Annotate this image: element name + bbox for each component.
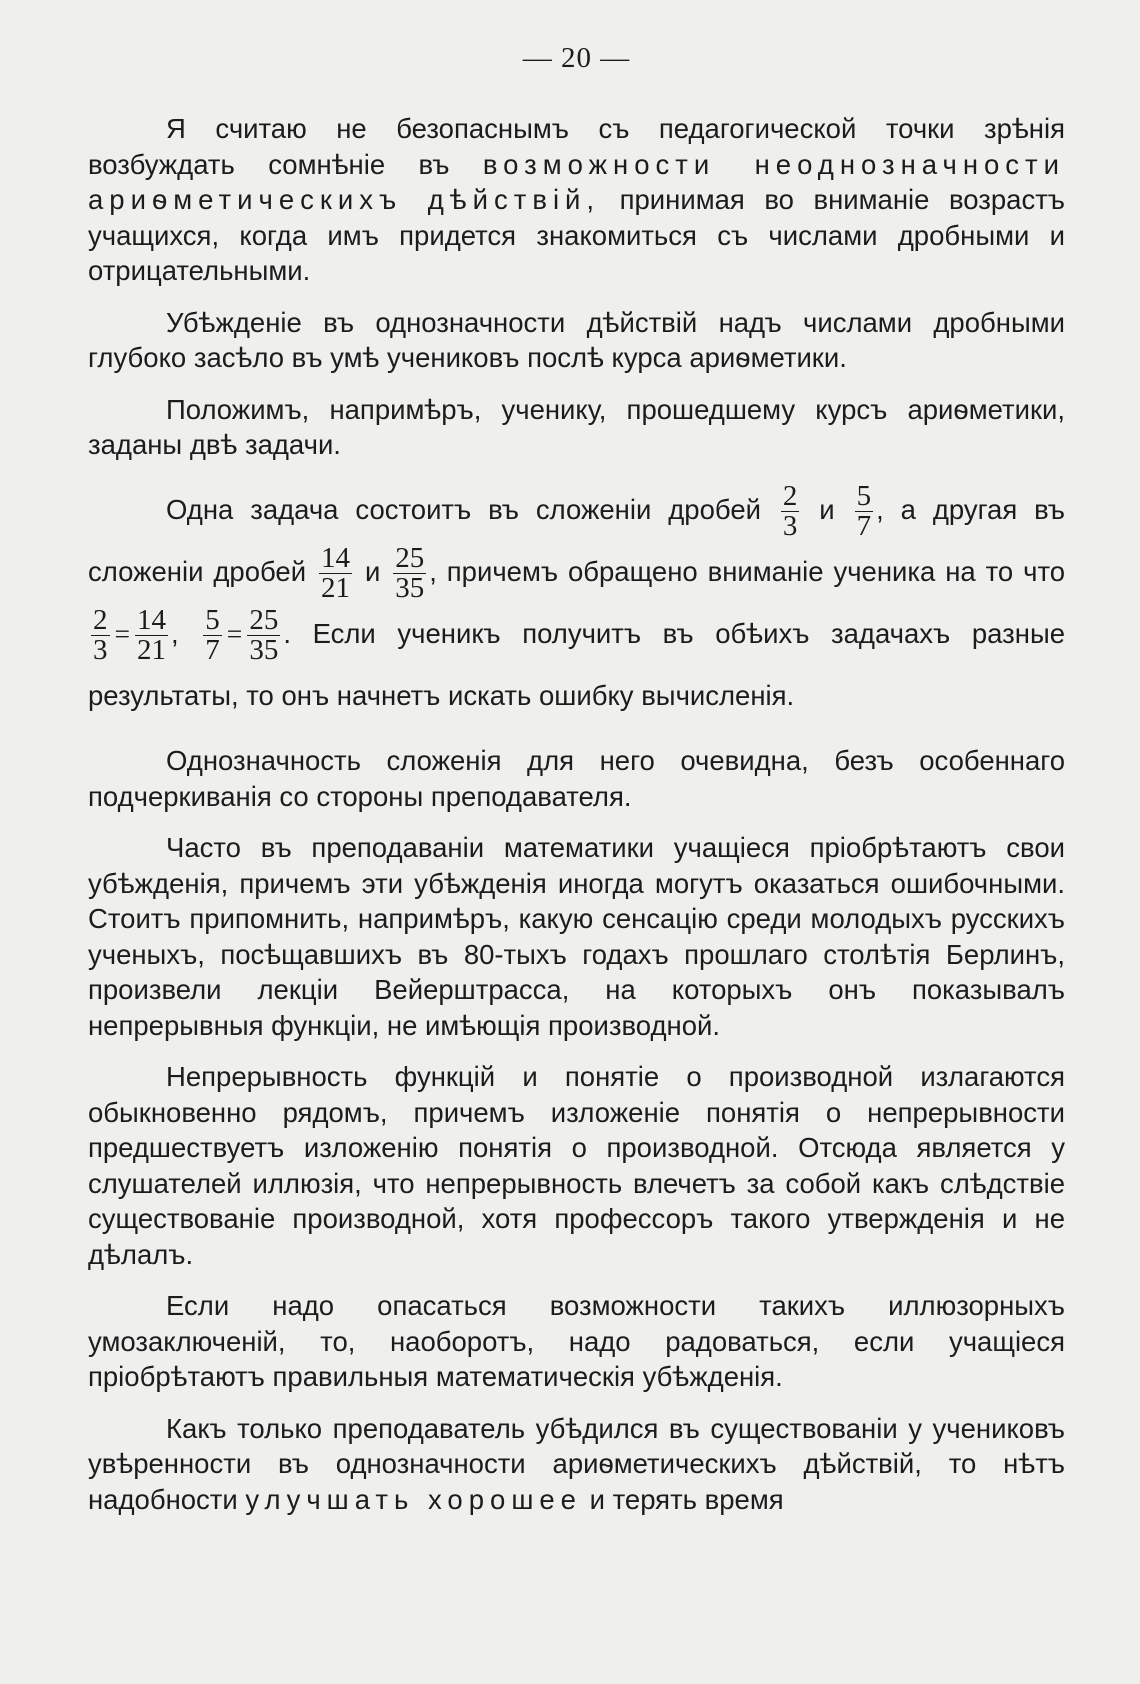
fraction-denominator: 3: [782, 509, 798, 542]
fraction-numerator: 5: [856, 479, 872, 512]
fraction-numerator: 14: [321, 541, 351, 574]
fraction-numerator: 14: [137, 604, 167, 637]
fraction-denominator: 3: [93, 634, 108, 667]
fraction-14-21-repeat: [135, 606, 168, 665]
paragraph-6: Часто въ преподаваніи математики учащіеся пріобрѣтаютъ свои убѣжденія, причемъ эти убѣжденія иногда могутъ оказаться ошибочными. Стоитъ припомнить, напримѣръ, какую сенсацію среди молодыхъ русскихъ ученыхъ, посѣщавшихъ въ 80-тыхъ годахъ прошлаго столѣтія Берлинъ, произвели лекціи Вейерштрасса, на которыхъ онъ показывалъ непрерывныя функціи, не имѣющія производной.: [88, 832, 1065, 1041]
paragraph-4-text-2: и: [819, 493, 835, 525]
paragraph-9-text-a: Какъ только преподаватель убѣдился въ существованіи у учениковъ увѣренности въ однозначности ариѳметическихъ дѣйствій, то нѣтъ надобности: [88, 1412, 1065, 1515]
paragraph-4-text-5: , причемъ обращено вниманіе ученика на то что: [429, 555, 1066, 587]
paragraph-9: [88, 1411, 1065, 1518]
paragraph-8: Если надо опасаться возможности такихъ иллюзорныхъ умозаключеній, то, наоборотъ, надо радоваться, если учащіеся пріобрѣтаютъ правильныя математическія убѣжденія.: [88, 1290, 1065, 1393]
fraction-numerator: 25: [395, 541, 425, 574]
equals-sign: =: [114, 617, 131, 649]
equals-sign: =: [226, 617, 243, 649]
fraction-25-35: [393, 541, 426, 604]
fraction-numerator: 25: [249, 604, 279, 637]
paragraph-5: Однозначность сложенія для него очевидна, безъ особеннаго подчеркиванія со стороны преподавателя.: [88, 745, 1065, 812]
paragraph-4-text-1: Одна задача состоитъ въ сложеніи дробей: [166, 493, 761, 525]
paragraph-3: Положимъ, напримѣръ, ученику, прошедшему курсъ ариѳметики, заданы двѣ задачи.: [88, 393, 1065, 460]
paragraph-4-text-6: ,: [171, 617, 179, 649]
fraction-denominator: 35: [395, 571, 425, 604]
fraction-2-3-repeat: [91, 606, 110, 665]
fraction-denominator: 7: [856, 509, 872, 542]
page-number: — 20 —: [522, 42, 631, 74]
paragraph-4-text-4: и: [364, 555, 381, 587]
paragraph-4: [88, 479, 1065, 728]
fraction-5-7: [855, 479, 874, 542]
fraction-25-35-repeat: [247, 606, 280, 665]
paragraph-9-text-c: и терять время: [589, 1483, 784, 1515]
fraction-5-7-repeat: [203, 606, 222, 665]
fraction-2-3: [781, 479, 800, 542]
fraction-denominator: 7: [205, 634, 220, 667]
fraction-numerator: 5: [205, 604, 220, 637]
fraction-denominator: 21: [321, 571, 351, 604]
fraction-numerator: 2: [782, 479, 798, 512]
paragraph-1: [88, 111, 1065, 289]
fraction-14-21: [319, 541, 352, 604]
paragraph-9-spaced-text: улучшать хорошее: [245, 1483, 582, 1515]
fraction-denominator: 21: [137, 634, 167, 667]
paragraph-2: Убѣжденіе въ однозначности дѣйствій надъ числами дробными глубоко засѣло въ умѣ учениковъ послѣ курса ариѳметики.: [88, 306, 1065, 373]
paragraph-7: Непрерывность функцій и понятіе о производной излагаются обыкновенно рядомъ, причемъ изложеніе понятія о непрерывности предшествуетъ изложенію понятія о производной. Отсюда является у слушателей иллюзія, что непрерывность влечетъ за собой какъ слѣдствіе существованіе производной, хотя профессоръ такого утвержденія и не дѣлалъ.: [88, 1061, 1065, 1270]
paragraph-4-text-7: . Если ученикъ получитъ въ обѣихъ задачахъ разные результаты, то онъ начнетъ искать ошибку вычисленія.: [88, 617, 1065, 712]
paragraph-4-text-3: , а другая въ сложеніи дробей: [88, 493, 1065, 587]
fraction-numerator: 2: [93, 604, 108, 637]
fraction-denominator: 35: [249, 634, 279, 667]
paragraph-1-text-c: принимая во вниманіе возрастъ учащихся, когда имъ придется знакомиться съ числами дробными и отрицательными.: [88, 184, 1065, 286]
paragraph-1-text-a: Я считаю не безопаснымъ съ педагогической точки зрѣнія возбуждать сомнѣніе въ: [88, 113, 1065, 180]
paragraph-1-spaced-text: возможности неоднозначности ариѳметическихъ дѣйствій,: [88, 148, 1066, 215]
